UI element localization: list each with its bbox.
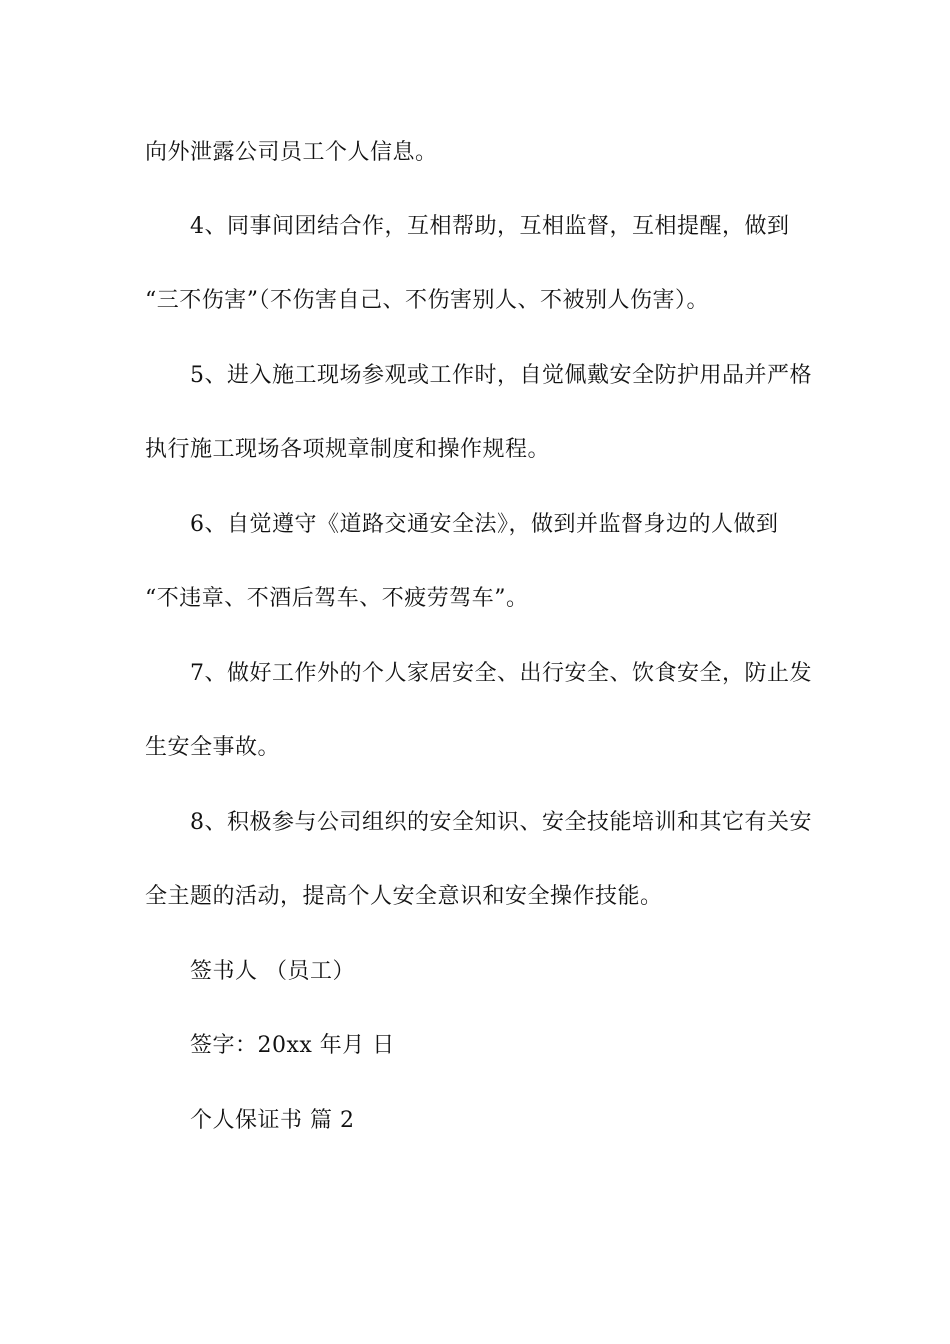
body-text-line: “不违章、不酒后驾车、不疲劳驾车”。 [145,586,529,611]
clause-8-text: 8、积极参与公司组织的安全知识、安全技能培训和其它有关安 [190,810,812,835]
body-text-line: 全主题的活动，提高个人安全意识和安全操作技能。 [145,884,663,909]
section-heading: 个人保证书 篇 2 [190,1108,355,1133]
body-text-line: 生安全事故。 [145,735,281,760]
clause-5-text: 5、进入施工现场参观或工作时，自觉佩戴安全防护用品并严格 [190,363,812,388]
body-text-line: 执行施工现场各项规章制度和操作规程。 [145,437,551,462]
body-text-line: “三不伤害”（不伤害自己、不伤害别人、不被别人伤害）。 [145,288,709,313]
signature-date-line: 签字：20xx 年月 日 [190,1033,395,1058]
clause-6-text: 6、自觉遵守《道路交通安全法》，做到并监督身边的人做到 [190,512,779,537]
body-text-line: 向外泄露公司员工个人信息。 [145,140,438,165]
signer-label: 签书人 （员工） [190,959,355,984]
clause-7-text: 7、做好工作外的个人家居安全、出行安全、饮食安全，防止发 [190,661,812,686]
clause-4-text: 4、同事间团结合作，互相帮助，互相监督，互相提醒，做到 [190,214,790,239]
